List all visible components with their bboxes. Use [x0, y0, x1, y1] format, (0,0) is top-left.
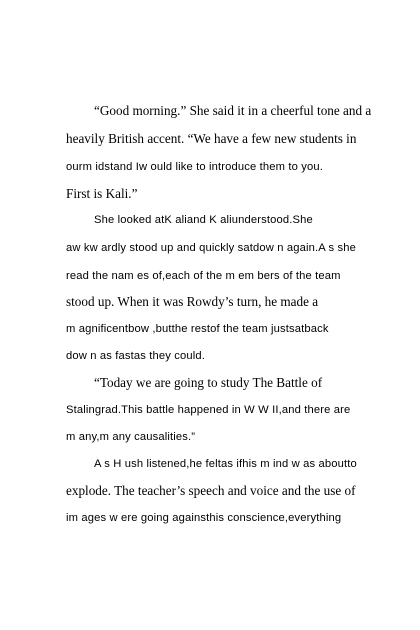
text-line: First is Kali.” [66, 186, 138, 201]
text-line: ourm idstand Iw ould like to introduce them to you. [66, 161, 324, 173]
text-line: dow n as fastas they could. [66, 350, 205, 362]
text-line: explode. The teacher’s speech and voice and the use of [66, 483, 356, 498]
text-line: read the nam es of,each of the m em bers of the team [66, 270, 341, 282]
text-line: Stalingrad.This battle happened in W W II,and there are [66, 404, 351, 416]
text-line: heavily British accent. “We have a few new students in [66, 131, 357, 146]
text-line: “Good morning.” She said it in a cheerful tone and a [94, 103, 372, 118]
text-line: m agnificentbow ,butthe restof the team justsatback [66, 323, 329, 335]
text-line: aw kw ardly stood up and quickly satdow n again.A s she [66, 242, 356, 254]
text-line: im ages w ere going againsthis conscience,everything [66, 512, 342, 524]
text-line: stood up. When it was Rowdy’s turn, he made a [66, 294, 319, 309]
text-line: A s H ush listened,he feltas ifhis m ind w as aboutto [94, 458, 357, 470]
text-line: “Today we are going to study The Battle of [94, 375, 323, 390]
text-line: m any,m any causalities.” [66, 431, 196, 443]
text-line: She looked atK aliand K aliunderstood.She [94, 214, 313, 226]
